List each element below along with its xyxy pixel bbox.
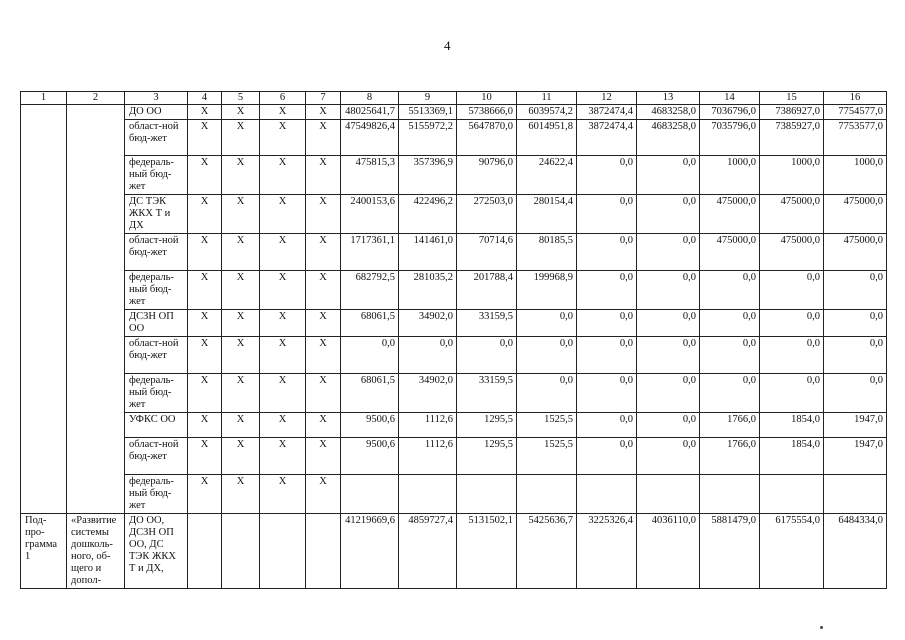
- value-cell: 0,0: [637, 374, 700, 413]
- value-cell: 0,0: [341, 337, 399, 374]
- mark-cell: Х: [306, 156, 341, 195]
- column-header-16: 16: [824, 92, 887, 105]
- value-cell: 1717361,1: [341, 234, 399, 271]
- table-row: [21, 374, 887, 413]
- column-header-14: 14: [700, 92, 760, 105]
- value-cell: 1766,0: [700, 438, 760, 475]
- value-cell: 1000,0: [700, 156, 760, 195]
- table-row: [21, 413, 887, 438]
- value-cell: 0,0: [577, 310, 637, 337]
- mark-cell: Х: [188, 337, 222, 374]
- value-cell: 5881479,0: [700, 514, 760, 589]
- value-cell: [637, 475, 700, 514]
- column-header-13: 13: [637, 92, 700, 105]
- column-header-11: 11: [517, 92, 577, 105]
- value-cell: 33159,5: [457, 310, 517, 337]
- executor-cell: област-ной бюд-жет: [125, 337, 188, 374]
- mark-cell: Х: [222, 156, 260, 195]
- mark-cell: Х: [222, 413, 260, 438]
- mark-cell: Х: [260, 337, 306, 374]
- value-cell: 0,0: [517, 310, 577, 337]
- value-cell: 1295,5: [457, 438, 517, 475]
- table-row: [21, 438, 887, 475]
- value-cell: 475000,0: [700, 195, 760, 234]
- value-cell: 4859727,4: [399, 514, 457, 589]
- value-cell: 3225326,4: [577, 514, 637, 589]
- mark-cell: Х: [260, 105, 306, 120]
- value-cell: 6484334,0: [824, 514, 887, 589]
- mark-cell: Х: [188, 156, 222, 195]
- table-row: [21, 310, 887, 337]
- mark-cell: Х: [306, 374, 341, 413]
- value-cell: 0,0: [577, 271, 637, 310]
- mark-cell: Х: [306, 310, 341, 337]
- value-cell: 1000,0: [824, 156, 887, 195]
- column-header-8: 8: [341, 92, 399, 105]
- mark-cell: Х: [260, 156, 306, 195]
- value-cell: [341, 475, 399, 514]
- value-cell: 0,0: [399, 337, 457, 374]
- value-cell: 68061,5: [341, 310, 399, 337]
- value-cell: 0,0: [577, 156, 637, 195]
- mark-cell: Х: [188, 195, 222, 234]
- column-header-9: 9: [399, 92, 457, 105]
- value-cell: 0,0: [637, 310, 700, 337]
- mark-cell: Х: [260, 438, 306, 475]
- mark-cell: Х: [188, 374, 222, 413]
- empty-cell: [260, 514, 306, 589]
- value-cell: 33159,5: [457, 374, 517, 413]
- value-cell: 281035,2: [399, 271, 457, 310]
- value-cell: 0,0: [577, 337, 637, 374]
- executor-cell: федераль-ный бюд-жет: [125, 475, 188, 514]
- mark-cell: Х: [222, 234, 260, 271]
- value-cell: 41219669,6: [341, 514, 399, 589]
- mark-cell: Х: [222, 195, 260, 234]
- mark-cell: Х: [188, 234, 222, 271]
- value-cell: 5647870,0: [457, 120, 517, 156]
- value-cell: 682792,5: [341, 271, 399, 310]
- table-row: [21, 120, 887, 156]
- value-cell: 0,0: [637, 234, 700, 271]
- value-cell: 280154,4: [517, 195, 577, 234]
- executor-cell: област-ной бюд-жет: [125, 234, 188, 271]
- value-cell: 3872474,4: [577, 105, 637, 120]
- value-cell: 4036110,0: [637, 514, 700, 589]
- mark-cell: Х: [222, 337, 260, 374]
- executor-cell: федераль-ный бюд-жет: [125, 374, 188, 413]
- value-cell: 7036796,0: [700, 105, 760, 120]
- merged-cell-col2: [67, 105, 125, 514]
- value-cell: 34902,0: [399, 374, 457, 413]
- value-cell: [399, 475, 457, 514]
- column-header-2: 2: [67, 92, 125, 105]
- value-cell: 68061,5: [341, 374, 399, 413]
- column-header-12: 12: [577, 92, 637, 105]
- value-cell: 0,0: [637, 413, 700, 438]
- table-row: [21, 337, 887, 374]
- value-cell: 0,0: [700, 310, 760, 337]
- executor-cell: федераль-ный бюд-жет: [125, 271, 188, 310]
- executor-cell: област-ной бюд-жет: [125, 120, 188, 156]
- mark-cell: Х: [188, 475, 222, 514]
- empty-cell: [222, 514, 260, 589]
- mark-cell: Х: [306, 337, 341, 374]
- value-cell: 475815,3: [341, 156, 399, 195]
- table-row: [21, 475, 887, 514]
- value-cell: 141461,0: [399, 234, 457, 271]
- value-cell: 0,0: [824, 310, 887, 337]
- empty-cell: [188, 514, 222, 589]
- column-header-4: 4: [188, 92, 222, 105]
- mark-cell: Х: [188, 438, 222, 475]
- value-cell: 5425636,7: [517, 514, 577, 589]
- value-cell: 5513369,1: [399, 105, 457, 120]
- mark-cell: Х: [260, 413, 306, 438]
- table-row: [21, 271, 887, 310]
- value-cell: 5131502,1: [457, 514, 517, 589]
- value-cell: 1854,0: [760, 413, 824, 438]
- value-cell: 5738666,0: [457, 105, 517, 120]
- mark-cell: Х: [222, 271, 260, 310]
- value-cell: 48025641,7: [341, 105, 399, 120]
- value-cell: 1525,5: [517, 413, 577, 438]
- mark-cell: Х: [222, 310, 260, 337]
- value-cell: [457, 475, 517, 514]
- mark-cell: Х: [222, 105, 260, 120]
- value-cell: 0,0: [577, 413, 637, 438]
- value-cell: 80185,5: [517, 234, 577, 271]
- mark-cell: Х: [306, 438, 341, 475]
- executor-cell: ДС ТЭК ЖКХ Т и ДХ: [125, 195, 188, 234]
- mark-cell: Х: [306, 195, 341, 234]
- value-cell: 7035796,0: [700, 120, 760, 156]
- value-cell: 7754577,0: [824, 105, 887, 120]
- value-cell: 1766,0: [700, 413, 760, 438]
- mark-cell: Х: [222, 120, 260, 156]
- scan-speck: [820, 626, 823, 629]
- mark-cell: Х: [188, 105, 222, 120]
- value-cell: 0,0: [760, 337, 824, 374]
- value-cell: 4683258,0: [637, 120, 700, 156]
- value-cell: 6014951,8: [517, 120, 577, 156]
- mark-cell: Х: [306, 271, 341, 310]
- value-cell: 9500,6: [341, 438, 399, 475]
- executor-cell: федераль-ный бюд-жет: [125, 156, 188, 195]
- value-cell: 1112,6: [399, 413, 457, 438]
- value-cell: 201788,4: [457, 271, 517, 310]
- column-header-15: 15: [760, 92, 824, 105]
- mark-cell: Х: [260, 195, 306, 234]
- column-header-10: 10: [457, 92, 517, 105]
- value-cell: 6039574,2: [517, 105, 577, 120]
- value-cell: 199968,9: [517, 271, 577, 310]
- value-cell: 0,0: [517, 374, 577, 413]
- value-cell: 475000,0: [824, 234, 887, 271]
- column-header-3: 3: [125, 92, 188, 105]
- value-cell: 90796,0: [457, 156, 517, 195]
- value-cell: 47549826,4: [341, 120, 399, 156]
- mark-cell: Х: [306, 475, 341, 514]
- budget-table: [20, 91, 887, 589]
- value-cell: 34902,0: [399, 310, 457, 337]
- value-cell: 24622,4: [517, 156, 577, 195]
- mark-cell: Х: [260, 374, 306, 413]
- column-header-1: 1: [21, 92, 67, 105]
- value-cell: 272503,0: [457, 195, 517, 234]
- table-row: [21, 234, 887, 271]
- value-cell: 475000,0: [700, 234, 760, 271]
- mark-cell: Х: [260, 234, 306, 271]
- mark-cell: Х: [222, 438, 260, 475]
- value-cell: 70714,6: [457, 234, 517, 271]
- mark-cell: Х: [306, 120, 341, 156]
- mark-cell: Х: [260, 310, 306, 337]
- table-row: [21, 195, 887, 234]
- value-cell: 0,0: [577, 374, 637, 413]
- executor-cell: ДСЗН ОП ОО: [125, 310, 188, 337]
- value-cell: 0,0: [824, 337, 887, 374]
- value-cell: 0,0: [637, 156, 700, 195]
- value-cell: 0,0: [637, 271, 700, 310]
- value-cell: 0,0: [760, 374, 824, 413]
- value-cell: 2400153,6: [341, 195, 399, 234]
- value-cell: 0,0: [457, 337, 517, 374]
- executor-cell: УФКС ОО: [125, 413, 188, 438]
- value-cell: 422496,2: [399, 195, 457, 234]
- empty-cell: [306, 514, 341, 589]
- table-row: [21, 105, 887, 120]
- value-cell: 475000,0: [760, 195, 824, 234]
- mark-cell: Х: [260, 271, 306, 310]
- mark-cell: Х: [306, 105, 341, 120]
- value-cell: 9500,6: [341, 413, 399, 438]
- value-cell: 0,0: [577, 234, 637, 271]
- mark-cell: Х: [260, 120, 306, 156]
- mark-cell: Х: [306, 234, 341, 271]
- table-header-row: [21, 92, 887, 105]
- value-cell: 1525,5: [517, 438, 577, 475]
- subprogram-label: Под-про-грамма 1: [21, 514, 67, 589]
- subprogram-executors: ДО ОО, ДСЗН ОП ОО, ДС ТЭК ЖКХ Т и ДХ,: [125, 514, 188, 589]
- value-cell: 6175554,0: [760, 514, 824, 589]
- value-cell: 1947,0: [824, 438, 887, 475]
- value-cell: 0,0: [577, 195, 637, 234]
- value-cell: [517, 475, 577, 514]
- mark-cell: Х: [188, 413, 222, 438]
- value-cell: 1947,0: [824, 413, 887, 438]
- mark-cell: Х: [222, 475, 260, 514]
- value-cell: 1112,6: [399, 438, 457, 475]
- value-cell: 0,0: [700, 374, 760, 413]
- value-cell: [824, 475, 887, 514]
- value-cell: 0,0: [637, 438, 700, 475]
- merged-cell-col1: [21, 105, 67, 514]
- subprogram-title: «Развитие системы дошколь-ного, об-щего и допол-: [67, 514, 125, 589]
- value-cell: 0,0: [637, 195, 700, 234]
- mark-cell: Х: [188, 310, 222, 337]
- value-cell: [760, 475, 824, 514]
- column-header-6: 6: [260, 92, 306, 105]
- value-cell: 3872474,4: [577, 120, 637, 156]
- value-cell: 7385927,0: [760, 120, 824, 156]
- value-cell: 7753577,0: [824, 120, 887, 156]
- subprogram-row: [21, 514, 887, 589]
- value-cell: 0,0: [824, 271, 887, 310]
- mark-cell: Х: [260, 475, 306, 514]
- executor-cell: област-ной бюд-жет: [125, 438, 188, 475]
- value-cell: 5155972,2: [399, 120, 457, 156]
- value-cell: [700, 475, 760, 514]
- value-cell: 0,0: [637, 337, 700, 374]
- value-cell: [577, 475, 637, 514]
- value-cell: 357396,9: [399, 156, 457, 195]
- column-header-7: 7: [306, 92, 341, 105]
- value-cell: 7386927,0: [760, 105, 824, 120]
- value-cell: 4683258,0: [637, 105, 700, 120]
- table-row: [21, 156, 887, 195]
- value-cell: 0,0: [824, 374, 887, 413]
- mark-cell: Х: [188, 120, 222, 156]
- value-cell: 1854,0: [760, 438, 824, 475]
- value-cell: 1295,5: [457, 413, 517, 438]
- value-cell: 0,0: [700, 337, 760, 374]
- mark-cell: Х: [222, 374, 260, 413]
- mark-cell: Х: [306, 413, 341, 438]
- value-cell: 0,0: [760, 310, 824, 337]
- value-cell: 475000,0: [824, 195, 887, 234]
- value-cell: 0,0: [577, 438, 637, 475]
- column-header-5: 5: [222, 92, 260, 105]
- value-cell: 0,0: [700, 271, 760, 310]
- value-cell: 1000,0: [760, 156, 824, 195]
- value-cell: 0,0: [517, 337, 577, 374]
- value-cell: 0,0: [760, 271, 824, 310]
- value-cell: 475000,0: [760, 234, 824, 271]
- page-number: 4: [444, 38, 451, 53]
- mark-cell: Х: [188, 271, 222, 310]
- executor-cell: ДО ОО: [125, 105, 188, 120]
